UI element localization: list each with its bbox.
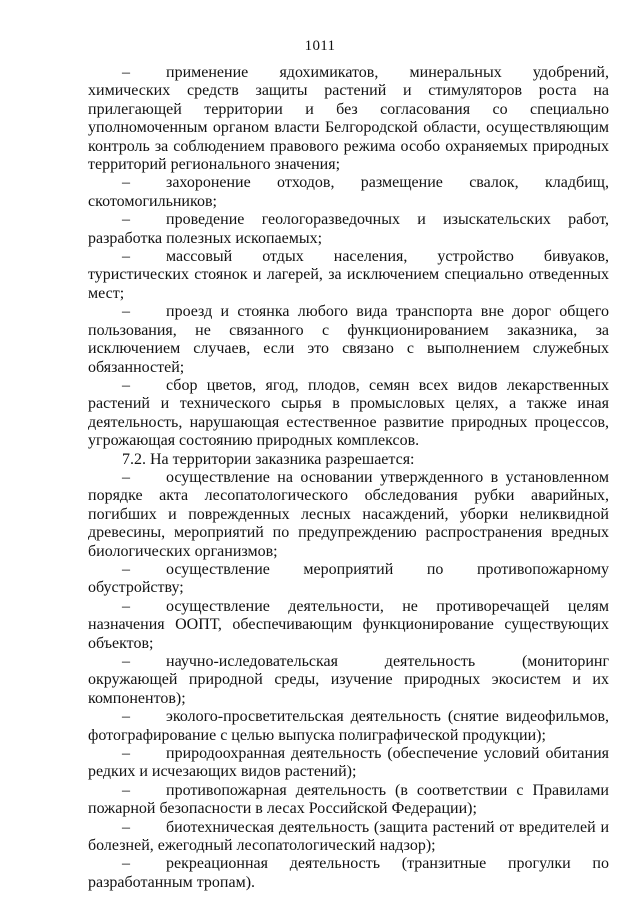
section-heading: 7.2. На территории заказника разрешается:: [122, 450, 415, 468]
list-dash: –: [122, 597, 130, 615]
permission-item: [88, 653, 609, 708]
permission-item: [88, 708, 609, 745]
list-item-text: осуществление мероприятий по противопожарному обустройству;: [88, 560, 609, 597]
prohibition-item: [88, 303, 609, 377]
permission-item: [88, 561, 609, 598]
document-body: [88, 64, 609, 892]
list-dash: –: [122, 64, 130, 81]
list-dash: –: [122, 855, 130, 873]
prohibition-item: [88, 174, 609, 211]
list-dash: –: [122, 818, 130, 836]
list-dash: –: [122, 174, 130, 192]
list-item-text: проезд и стоянка любого вида транспорта вне дорог общего пользования, не связанного с функционированием заказника, за исключением случаев, если это связано с выполнением служебных обязанностей;: [88, 303, 609, 376]
list-item-text: осуществление деятельности, не противоречащей целям назначения ООПТ, обеспечивающим функционирование существующих объектов;: [88, 597, 609, 652]
permission-item: [88, 782, 609, 819]
list-dash: –: [122, 376, 130, 394]
list-dash: –: [122, 781, 130, 799]
permission-item: [88, 598, 609, 653]
list-dash: –: [122, 745, 130, 763]
list-item-text: осуществление на основании утвержденного в установленном порядке акта лесопатологического обследования рубки аварийных, погибших и поврежденных лесных насаждений, уборки неликвидной древесины, мероприятий по предупреждению распространения вредных биологических организмов;: [88, 468, 609, 560]
list-item-text: применение ядохимикатов, минеральных удобрений, химических средств защиты растений и стимуляторов роста на прилегающей территории и без согласования со специально уполномоченным органом власти Белгородской области, осуществляющим контроль за соблюдением правового режима особо охраняемых природных территорий регионального значения;: [88, 64, 609, 174]
permission-item: [88, 469, 609, 561]
list-dash: –: [122, 211, 130, 229]
permission-item: [88, 855, 609, 892]
permission-item: [88, 745, 609, 782]
permission-item: [88, 819, 609, 856]
list-item-text: природоохранная деятельность (обеспечение условий обитания редких и исчезающих видов растений);: [88, 745, 609, 781]
list-dash: –: [122, 248, 130, 266]
list-item-text: эколого-просветительская деятельность (снятие видеофильмов, фотографирование с целью выпуска полиграфической продукции);: [88, 708, 609, 744]
list-dash: –: [122, 653, 130, 670]
list-item-text: научно-иследовательская деятельность (мониторинг окружающей природной среды, изучение природных экосистем и их компонентов);: [88, 653, 609, 707]
prohibition-item: [88, 377, 609, 451]
list-dash: –: [122, 708, 130, 726]
prohibition-item: [88, 248, 609, 303]
prohibition-item: [88, 211, 609, 248]
list-item-text: рекреационная деятельность (транзитные прогулки по разработанным тропам).: [88, 855, 609, 891]
list-item-text: захоронение отходов, размещение свалок, кладбищ, скотомогильников;: [88, 174, 609, 210]
page-number: 1011: [304, 38, 336, 54]
list-item-text: проведение геологоразведочных и изыскательских работ, разработка полезных ископаемых;: [88, 211, 609, 247]
list-item-text: противопожарная деятельность (в соответствии с Правилами пожарной безопасности в лесах Российской Федерации);: [88, 781, 609, 818]
list-item-text: биотехническая деятельность (защита растений от вредителей и болезней, ежегодный лесопатологический надзор);: [88, 818, 609, 855]
list-dash: –: [122, 303, 130, 321]
prohibition-item: [88, 64, 609, 174]
list-item-text: массовый отдых населения, устройство бивуаков, туристических стоянок и лагерей, за исключением специально отведенных мест;: [88, 248, 609, 302]
list-item-text: сбор цветов, ягод, плодов, семян всех видов лекарственных растений и технического сырья в промысловых целях, а также иная деятельность, нарушающая естественное развитие природных процессов, угрожающая состоянию природных комплексов.: [88, 376, 609, 450]
list-dash: –: [122, 468, 130, 486]
list-dash: –: [122, 560, 130, 578]
